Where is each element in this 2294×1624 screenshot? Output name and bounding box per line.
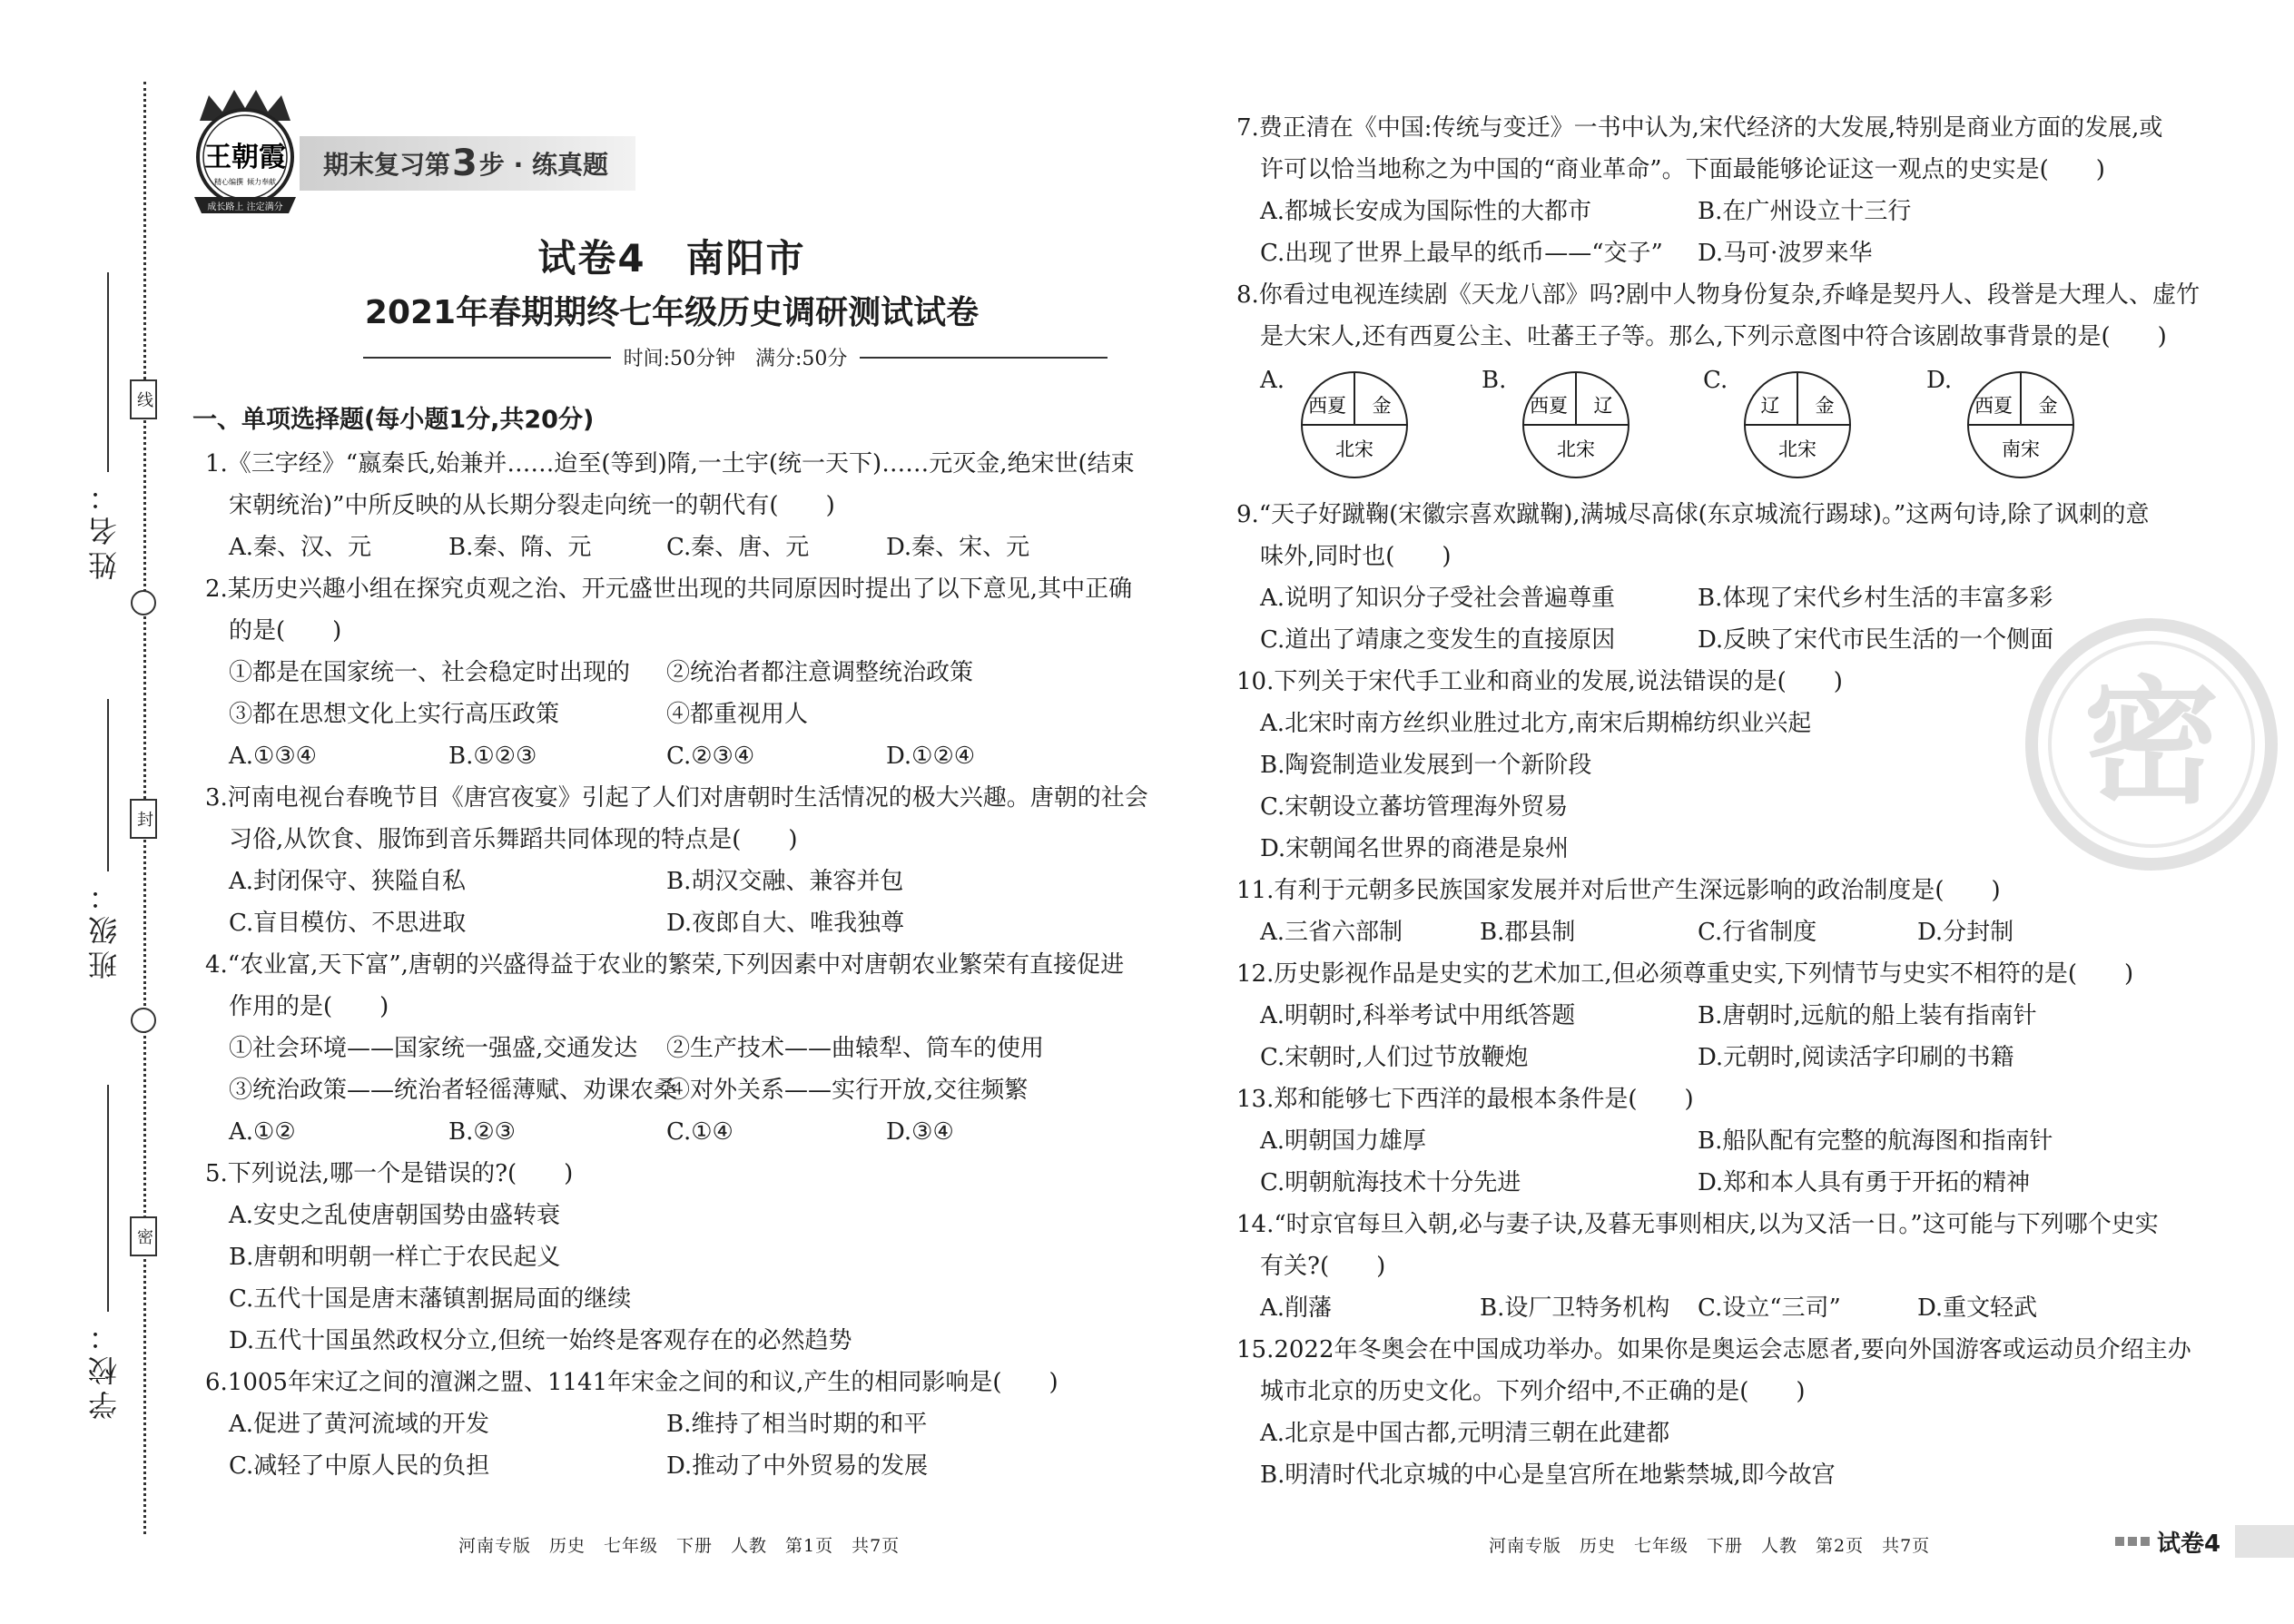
q14-option-d: D.重文轻武 xyxy=(1917,1294,2038,1322)
pie-bottom-label: 北宋 xyxy=(1557,438,1595,460)
question-9: 9.“天子好蹴鞠(宋徽宗喜欢蹴鞠),满城尽高俅(东京城流行踢球)。”这两句诗,除了讽刺的意 xyxy=(1236,501,2150,528)
q4-item-3: ③统治政策——统治者轻徭薄赋、劝课农桑 xyxy=(229,1077,678,1104)
q1-option-a: A.秦、汉、元 xyxy=(229,534,372,561)
q3-option-b: B.胡汉交融、兼容并包 xyxy=(666,868,904,895)
pie-top-right-label: 金 xyxy=(1815,395,1835,417)
q2-option-a: A.①③④ xyxy=(229,743,317,770)
question-2: 2.某历史兴趣小组在探究贞观之治、开元盛世出现的共同原因时提出了以下意见,其中正确 xyxy=(205,576,1133,603)
confidential-stamp xyxy=(2024,617,2279,871)
q7-option-a: A.都城长安成为国际性的大都市 xyxy=(1260,198,1592,225)
q2-item-1: ①都是在国家统一、社会稳定时出现的 xyxy=(229,659,631,686)
q14-option-a: A.削藩 xyxy=(1260,1294,1333,1322)
paper-tab xyxy=(2108,1522,2294,1560)
q8-option-c xyxy=(1703,367,1903,485)
territory-pie-diagram xyxy=(1734,369,1861,481)
pie-top-right-label: 金 xyxy=(1372,395,1392,417)
brand-logo xyxy=(182,86,309,222)
q3-option-d: D.夜郎自大、唯我独尊 xyxy=(666,910,905,937)
question-1: 1.《三字经》“嬴秦氏,始兼并……迨至(等到)隋,一土宇(统一天下)……元灭金,绝宋世(结束 xyxy=(205,450,1135,477)
q10-option-b: B.陶瓷制造业发展到一个新阶段 xyxy=(1260,752,1592,779)
q2-item-3: ③都在思想文化上实行高压政策 xyxy=(229,701,560,728)
q9-option-a: A.说明了知识分子受社会普遍尊重 xyxy=(1260,585,1616,612)
q6-option-d: D.推动了中外贸易的发展 xyxy=(666,1452,929,1480)
seal-word-feng: 封 xyxy=(130,799,157,839)
question-12: 12.历史影视作品是史实的艺术加工,但必须尊重史实,下列情节与史实不相符的是( ) xyxy=(1236,960,2134,988)
time-info: 时间:50分钟 满分:50分 xyxy=(623,348,848,370)
q10-option-c: C.宋朝设立蕃坊管理海外贸易 xyxy=(1260,793,1569,821)
pie-top-left-label: 西夏 xyxy=(1530,395,1568,417)
q1-option-b: B.秦、隋、元 xyxy=(448,534,592,561)
q11-option-c: C.行省制度 xyxy=(1698,919,1817,946)
q5-option-c: C.五代十国是唐末藩镇割据局面的继续 xyxy=(229,1285,632,1313)
q7-option-c: C.出现了世界上最早的纸币——“交子” xyxy=(1260,240,1663,267)
question-10: 10.下列关于宋代手工业和商业的发展,说法错误的是( ) xyxy=(1236,668,1843,695)
q8-option-b xyxy=(1482,367,1681,485)
q4-option-b: B.②③ xyxy=(448,1118,516,1146)
q8-option-a xyxy=(1260,367,1460,485)
q12-option-a: A.明朝时,科举考试中用纸答题 xyxy=(1260,1002,1576,1029)
tab-bars-icon xyxy=(2115,1537,2150,1546)
question-8-cont: 是大宋人,还有西夏公主、吐蕃王子等。那么,下列示意图中符合该剧故事背景的是( ) xyxy=(1260,323,2167,350)
q9-option-b: B.体现了宋代乡村生活的丰富多彩 xyxy=(1698,585,2053,612)
q8-option-d xyxy=(1926,367,2126,485)
binding-hole-icon xyxy=(131,1008,156,1033)
pie-bottom-label: 北宋 xyxy=(1778,438,1816,460)
q1-option-d: D.秦、宋、元 xyxy=(886,534,1030,561)
logo-ribbon: 成长路上 注定满分 xyxy=(207,202,283,212)
question-4-cont: 作用的是( ) xyxy=(229,993,389,1020)
q4-item-4: ④对外关系——实行开放,交往频繁 xyxy=(666,1077,1029,1104)
svg-text:倾力奉献: 倾力奉献 xyxy=(247,178,276,186)
footer-right: 河南专版 历史 七年级 下册 人教 第2页 共7页 xyxy=(1489,1536,1931,1556)
banner-step: 3 xyxy=(452,143,478,184)
school-field-line[interactable] xyxy=(107,1085,109,1312)
q5-option-a: A.安史之乱使唐朝国势由盛转衰 xyxy=(229,1202,561,1229)
question-5: 5.下列说法,哪一个是错误的?( ) xyxy=(205,1160,574,1187)
q4-option-d: D.③④ xyxy=(886,1118,954,1146)
q8-option-label: A. xyxy=(1260,367,1285,394)
pie-top-right-label: 辽 xyxy=(1593,395,1613,417)
banner-prefix: 期末复习第 xyxy=(323,150,451,180)
q11-option-d: D.分封制 xyxy=(1917,919,2014,946)
q13-option-a: A.明朝国力雄厚 xyxy=(1260,1127,1427,1155)
pie-top-left-label: 辽 xyxy=(1760,395,1780,417)
svg-text:精心编撰: 精心编撰 xyxy=(214,178,243,186)
pie-top-left-label: 西夏 xyxy=(1308,395,1346,417)
question-14-cont: 有关?( ) xyxy=(1260,1253,1386,1280)
q2-option-c: C.②③④ xyxy=(666,743,755,770)
question-2-cont: 的是( ) xyxy=(229,617,342,645)
q7-option-d: D.马可·波罗来华 xyxy=(1698,240,1873,267)
q4-item-1: ①社会环境——国家统一强盛,交通发达 xyxy=(229,1035,638,1062)
binding-hole-icon xyxy=(131,590,156,615)
tab-label-text: 试卷4 xyxy=(2157,1530,2221,1558)
q9-option-c: C.道出了靖康之变发生的直接原因 xyxy=(1260,626,1616,654)
q15-option-a: A.北京是中国古都,元明清三朝在此建都 xyxy=(1260,1420,1670,1447)
step-banner xyxy=(300,136,635,191)
section-heading: 一、单项选择题(每小题1分,共20分) xyxy=(192,406,595,434)
q13-option-d: D.郑和本人具有勇于开拓的精神 xyxy=(1698,1169,2031,1196)
q10-option-d: D.宋朝闻名世界的商港是泉州 xyxy=(1260,835,1570,862)
class-label: 班级： xyxy=(87,876,122,979)
footer-left: 河南专版 历史 七年级 下册 人教 第1页 共7页 xyxy=(458,1536,901,1556)
q6-option-b: B.维持了相当时期的和平 xyxy=(666,1411,928,1438)
q12-option-c: C.宋朝时,人们过节放鞭炮 xyxy=(1260,1044,1529,1071)
q3-option-a: A.封闭保守、狭隘自私 xyxy=(229,868,467,895)
q8-option-label: D. xyxy=(1926,367,1953,394)
question-3: 3.河南电视台春晚节目《唐宫夜宴》引起了人们对唐朝时生活情况的极大兴趣。唐朝的社会 xyxy=(205,784,1148,812)
q5-option-d: D.五代十国虽然政权分立,但统一始终是客观存在的必然趋势 xyxy=(229,1327,852,1354)
name-label: 姓名： xyxy=(87,477,122,580)
banner-suffix: 步 · 练真题 xyxy=(478,150,608,180)
q3-option-c: C.盲目模仿、不思进取 xyxy=(229,910,467,937)
question-9-cont: 味外,同时也( ) xyxy=(1260,543,1452,570)
q12-option-b: B.唐朝时,远航的船上装有指南针 xyxy=(1698,1002,2037,1029)
class-field-line[interactable] xyxy=(107,699,109,871)
question-1-cont: 宋朝统治)”中所反映的从长期分裂走向统一的朝代有( ) xyxy=(229,492,835,519)
q13-option-c: C.明朝航海技术十分先进 xyxy=(1260,1169,1521,1196)
pie-top-right-label: 金 xyxy=(2038,395,2058,417)
q2-option-b: B.①②③ xyxy=(448,743,537,770)
question-11: 11.有利于元朝多民族国家发展并对后世产生深远影响的政治制度是( ) xyxy=(1236,877,2001,904)
q5-option-b: B.唐朝和明朝一样亡于农民起义 xyxy=(229,1244,561,1271)
seal-word-mi: 密 xyxy=(130,1216,157,1256)
q15-option-b: B.明清时代北京城的中心是皇宫所在地紫禁城,即今故宫 xyxy=(1260,1462,1836,1489)
q13-option-b: B.船队配有完整的航海图和指南针 xyxy=(1698,1127,2053,1155)
question-3-cont: 习俗,从饮食、服饰到音乐舞蹈共同体现的特点是( ) xyxy=(229,826,798,853)
q4-item-2: ②生产技术——曲辕犁、筒车的使用 xyxy=(666,1035,1045,1062)
pie-bottom-label: 南宋 xyxy=(2002,438,2040,460)
question-13: 13.郑和能够七下西洋的最根本条件是( ) xyxy=(1236,1086,1694,1113)
question-15: 15.2022年冬奥会在中国成功举办。如果你是奥运会志愿者,要向外国游客或运动员介绍主办 xyxy=(1236,1336,2191,1363)
q10-option-a: A.北宋时南方丝织业胜过北方,南宋后期棉纺织业兴起 xyxy=(1260,710,1812,737)
q14-option-c: C.设立“三司” xyxy=(1698,1294,1841,1322)
pie-bottom-label: 北宋 xyxy=(1335,438,1373,460)
question-6: 6.1005年宋辽之间的澶渊之盟、1141年宋金之间的和议,产生的相同影响是( ) xyxy=(205,1369,1058,1396)
q8-option-label: B. xyxy=(1482,367,1507,394)
question-8: 8.你看过电视连续剧《天龙八部》吗?剧中人物身份复杂,乔峰是契丹人、段誉是大理人、虚竹 xyxy=(1236,281,2200,309)
paper-title: 试卷4 南阳市 xyxy=(537,236,806,281)
q4-option-c: C.①④ xyxy=(666,1118,733,1146)
pie-top-left-label: 西夏 xyxy=(1974,395,2013,417)
logo-text: 王朝霞 xyxy=(204,142,286,173)
q11-option-a: A.三省六部制 xyxy=(1260,919,1403,946)
q4-option-a: A.①② xyxy=(229,1118,296,1146)
question-7: 7.费正清在《中国:传统与变迁》一书中认为,宋代经济的大发展,特别是商业方面的发展,或 xyxy=(1236,114,2163,142)
territory-pie-diagram xyxy=(1512,369,1639,481)
q14-option-b: B.设厂卫特务机构 xyxy=(1480,1294,1670,1322)
territory-pie-diagram xyxy=(1957,369,2084,481)
q2-item-2: ②统治者都注意调整统治政策 xyxy=(666,659,974,686)
question-14: 14.“时京官每旦入朝,必与妻子诀,及暮无事则相庆,以为又活一日。”这可能与下列哪个史实 xyxy=(1236,1211,2159,1238)
q9-option-d: D.反映了宋代市民生活的一个侧面 xyxy=(1698,626,2054,654)
time-info-row xyxy=(363,343,1108,371)
q6-option-a: A.促进了黄河流域的开发 xyxy=(229,1411,490,1438)
school-label: 学校： xyxy=(87,1316,122,1420)
question-15-cont: 城市北京的历史文化。下列介绍中,不正确的是( ) xyxy=(1260,1378,1806,1405)
stamp-character: 密 xyxy=(2082,664,2220,822)
q6-option-c: C.减轻了中原人民的负担 xyxy=(229,1452,490,1480)
name-field-line[interactable] xyxy=(107,272,109,472)
q2-item-4: ④都重视用人 xyxy=(666,701,809,728)
paper-subtitle: 2021年春期期终七年级历史调研测试试卷 xyxy=(364,294,980,331)
q8-option-label: C. xyxy=(1703,367,1728,394)
q2-option-d: D.①②④ xyxy=(886,743,976,770)
question-7-cont: 许可以恰当地称之为中国的“商业革命”。下面最能够论证这一观点的史实是( ) xyxy=(1260,156,2105,183)
q11-option-b: B.郡县制 xyxy=(1480,919,1576,946)
q7-option-b: B.在广州设立十三行 xyxy=(1698,198,1912,225)
q1-option-c: C.秦、唐、元 xyxy=(666,534,810,561)
question-4: 4.“农业富,天下富”,唐朝的兴盛得益于农业的繁荣,下列因素中对唐朝农业繁荣有直接促进 xyxy=(205,951,1125,979)
territory-pie-diagram xyxy=(1291,369,1418,481)
seal-word-xian: 线 xyxy=(130,379,157,419)
q12-option-d: D.元朝时,阅读活字印刷的书籍 xyxy=(1698,1044,2014,1071)
